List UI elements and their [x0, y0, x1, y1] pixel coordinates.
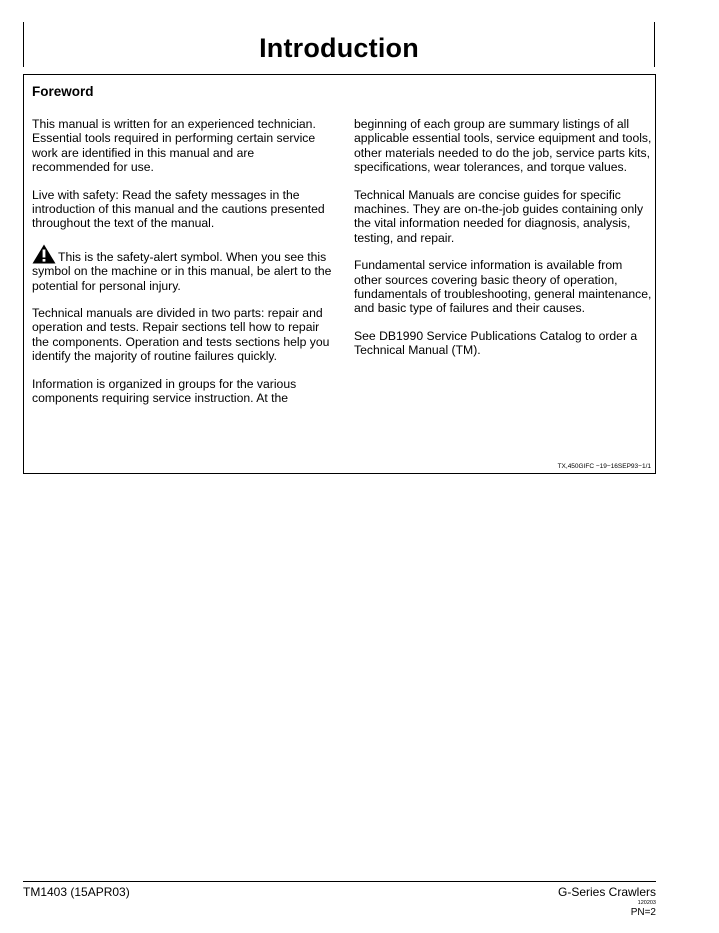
footer-divider — [23, 881, 656, 882]
document-id: TX,450GIFC −19−16SEP93−1/1 — [557, 463, 651, 470]
paragraph-catalog: See DB1990 Service Publications Catalog to order a Technical Manual (TM). — [354, 328, 638, 358]
paragraph-group-listings: beginning of each group are summary listings of all applicable essential tools, service equipment and tools, other materials needed to do the job, service parts kits, specifications, wear tolerances, and torque values. — [354, 117, 652, 175]
page-title: Introduction — [259, 33, 419, 63]
paragraph-technical-manuals: Technical Manuals are concise guides for specific machines. They are on-the-job guides containing only the vital information needed for diagnosis, analysis, testing, and repair. — [354, 187, 644, 245]
footer-code: 120203 — [637, 900, 656, 906]
product-name: G-Series Crawlers — [557, 885, 656, 899]
alert-symbol-text: This is the safety-alert symbol. When you see this symbol on the machine or in this manual, be alert to the potential for personal injury. — [32, 249, 332, 293]
paragraph-safety: Live with safety: Read the safety messages in the introduction of this manual and the cautions presented throughout the text of the manual. — [32, 187, 325, 231]
paragraph-organization: Information is organized in groups for the various components requiring service instruction. At the — [32, 376, 297, 406]
paragraph-manual-parts: Technical manuals are divided in two parts: repair and operation and tests. Repair sections tell how to repair the components. Operation and tests sections help you identify the majority of routine failures quickly. — [32, 306, 330, 364]
page-number: PN=2 — [630, 907, 656, 918]
paragraph-fundamentals: Fundamental service information is available from other sources covering basic theory of operation, fundamentals of troubleshooting, general maintenance, and basic type of failures and their causes. — [354, 258, 652, 316]
manual-number: TM1403 (15APR03) — [23, 885, 130, 899]
paragraph-alert-symbol — [32, 244, 332, 293]
right-column — [354, 117, 652, 371]
paragraph-intro: This manual is written for an experienced technician. Essential tools required in performing certain service work are identified in this manual and are recommended for use. — [32, 117, 316, 175]
foreword-section — [23, 74, 656, 474]
safety-alert-triangle-icon — [32, 244, 56, 264]
left-column — [32, 117, 332, 419]
section-heading: Foreword — [32, 84, 94, 99]
